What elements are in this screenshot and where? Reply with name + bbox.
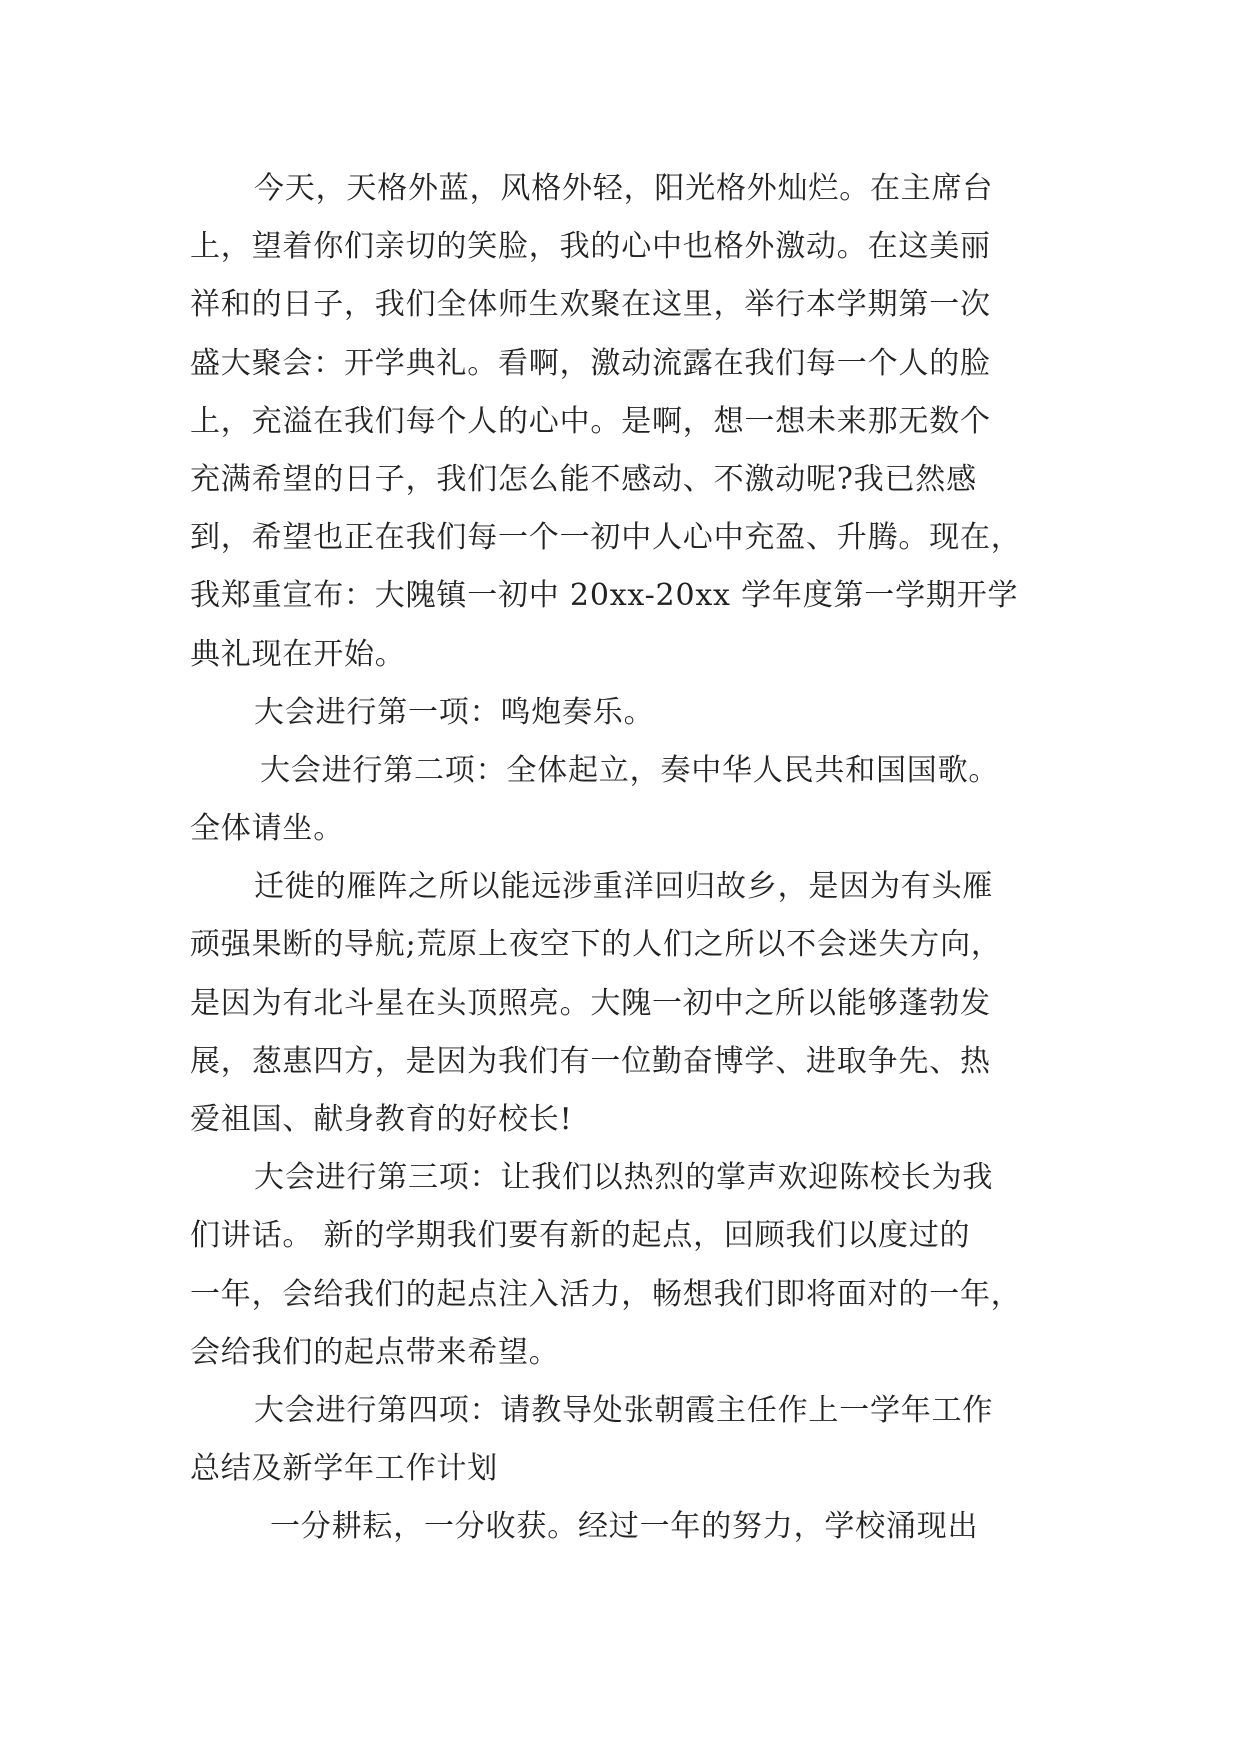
document-body bbox=[190, 160, 1060, 1557]
text-line: 是因为有北斗星在头顶照亮。大隗一初中之所以能够蓬勃发 bbox=[190, 985, 991, 1021]
text-line: 顽强果断的导航;荒原上夜空下的人们之所以不会迷失方向， bbox=[190, 927, 1002, 963]
text-line: 一年，会给我们的起点注入活力，畅想我们即将面对的一年， bbox=[190, 1276, 1022, 1312]
text-line: 祥和的日子，我们全体师生欢聚在这里，举行本学期第一次 bbox=[190, 287, 991, 323]
text-line: 大会进行第三项：让我们以热烈的掌声欢迎陈校长为我 bbox=[254, 1160, 994, 1196]
text-line: 我郑重宣布：大隗镇一初中 20xx-20xx 学年度第一学期开学 bbox=[190, 578, 1019, 614]
text-line: 到，希望也正在我们每一个一初中人心中充盈、升腾。现在， bbox=[190, 520, 1022, 556]
text-line: 上，望着你们亲切的笑脸，我的心中也格外激动。在这美丽 bbox=[190, 229, 991, 265]
text-line: 们讲话。 新的学期我们要有新的起点，回顾我们以度过的 bbox=[190, 1218, 971, 1254]
text-line: 上，充溢在我们每个人的心中。是啊，想一想未来那无数个 bbox=[190, 403, 991, 439]
text-line: 全体请坐。 bbox=[190, 811, 344, 847]
text-line: 大会进行第二项：全体起立，奏中华人民共和国国歌。 bbox=[260, 752, 1000, 788]
text-line: 爱祖国、献身教育的好校长! bbox=[190, 1102, 573, 1137]
text-line: 盛大聚会：开学典礼。看啊，激动流露在我们每一个人的脸 bbox=[190, 345, 991, 381]
text-line: 大会进行第四项：请教导处张朝霞主任作上一学年工作 bbox=[254, 1392, 994, 1428]
text-line: 今天，天格外蓝，风格外轻，阳光格外灿烂。在主席台 bbox=[254, 171, 994, 206]
text-line: 一分耕耘，一分收获。经过一年的努力，学校涌现出 bbox=[270, 1509, 979, 1545]
text-line: 展，葱惠四方，是因为我们有一位勤奋博学、进取争先、热 bbox=[190, 1043, 991, 1079]
text-line: 充满希望的日子，我们怎么能不感动、不激动呢?我已然感 bbox=[190, 461, 977, 497]
text-line: 会给我们的起点带来希望。 bbox=[190, 1334, 560, 1370]
text-line: 迁徙的雁阵之所以能远涉重洋回归故乡，是因为有头雁 bbox=[254, 869, 994, 905]
text-line: 大会进行第一项：鸣炮奏乐。 bbox=[254, 694, 655, 730]
text-line: 总结及新学年工作计划 bbox=[190, 1451, 498, 1487]
text-line: 典礼现在开始。 bbox=[190, 636, 406, 672]
